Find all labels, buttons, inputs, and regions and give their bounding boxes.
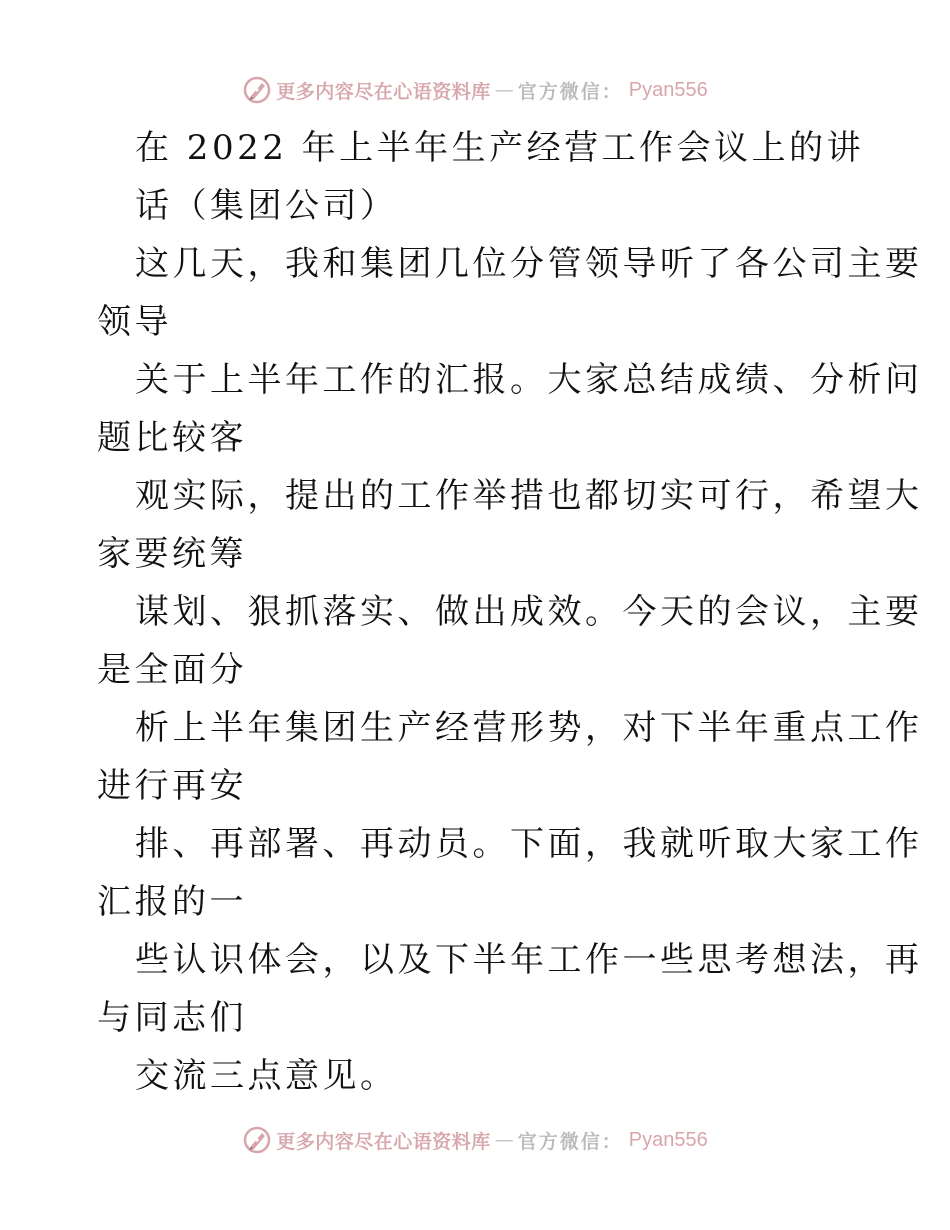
paragraph-line: 关于上半年工作的汇报。大家总结成绩、分析问 bbox=[135, 360, 923, 400]
paragraph-line: 些认识体会，以及下半年工作一些思考想法，再 bbox=[135, 940, 923, 980]
watermark-wechat-id: Pyan556 bbox=[628, 1128, 708, 1151]
watermark-group bbox=[242, 75, 708, 105]
paragraph-line: 谋划、狠抓落实、做出成效。今天的会议，主要 bbox=[135, 592, 923, 632]
watermark-group bbox=[242, 1125, 708, 1155]
pen-logo-icon bbox=[242, 75, 272, 105]
watermark-separator: — bbox=[494, 1129, 514, 1151]
title-line: 话（集团公司） bbox=[135, 186, 398, 226]
paragraph-line: 是全面分 bbox=[97, 650, 247, 690]
paragraph-line: 交流三点意见。 bbox=[135, 1056, 398, 1096]
footer-watermark bbox=[0, 1120, 950, 1160]
paragraph-line: 领导 bbox=[97, 302, 172, 342]
paragraph-line: 家要统筹 bbox=[97, 534, 247, 574]
paragraph-line: 观实际，提出的工作举措也都切实可行，希望大 bbox=[135, 476, 923, 516]
watermark-wechat-label: 官方微信： bbox=[517, 1130, 623, 1153]
paragraph-line: 题比较客 bbox=[97, 418, 247, 458]
watermark-text: 更多内容尽在心语资料库 bbox=[276, 80, 491, 103]
pen-logo-icon bbox=[242, 1125, 272, 1155]
paragraph-line: 进行再安 bbox=[97, 766, 247, 806]
title-line: 在 2022 年上半年生产经营工作会议上的讲 bbox=[135, 128, 865, 168]
paragraph-line: 析上半年集团生产经营形势，对下半年重点工作 bbox=[135, 708, 923, 748]
paragraph-line: 这几天，我和集团几位分管领导听了各公司主要 bbox=[135, 244, 923, 284]
watermark-separator: — bbox=[494, 79, 514, 101]
watermark-wechat-id: Pyan556 bbox=[628, 78, 708, 101]
paragraph-line: 与同志们 bbox=[97, 998, 247, 1038]
paragraph-line: 汇报的一 bbox=[97, 882, 247, 922]
watermark-wechat-label: 官方微信： bbox=[517, 80, 623, 103]
watermark-text: 更多内容尽在心语资料库 bbox=[276, 1130, 491, 1153]
paragraph-line: 排、再部署、再动员。下面，我就听取大家工作 bbox=[135, 824, 923, 864]
header-watermark bbox=[0, 70, 950, 110]
